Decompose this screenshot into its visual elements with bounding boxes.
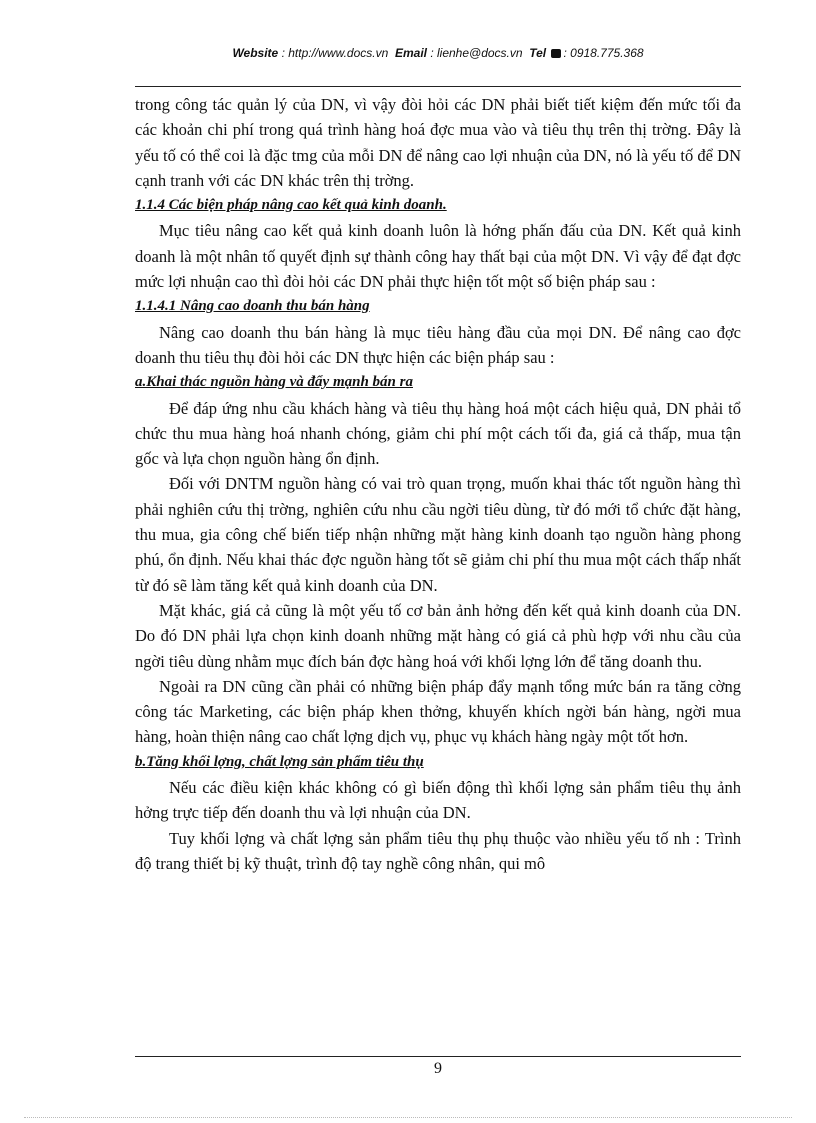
website-label: Website (232, 46, 279, 60)
heading-1-1-4: 1.1.4 Các biện pháp nâng cao kết quả kinh doanh. (135, 197, 447, 214)
heading-a: a.Khai thác nguồn hàng và đẩy mạnh bán ra (135, 374, 413, 391)
paragraph-4: Để đáp ứng nhu cầu khách hàng và tiêu thụ hàng hoá một cách hiệu quả, DN phải tổ chức thu mua hàng hoá nhanh chóng, giảm chi phí một cách tối đa, giá cả thấp, mua tận gốc và lựa chọn nguồn hàng ổn định. (135, 398, 741, 469)
paragraph-6: Mặt khác, giá cả cũng là một yếu tố cơ bản ảnh hởng đến kết quả kinh doanh của DN. Do đó DN phải lựa chọn kinh doanh những mặt hàng có giá cả phù hợp với nhu cầu của ngời tiêu dùng nhằm mục đích bán đợc hàng hoá với khối lợng lớn để tăng doanh thu. (135, 600, 741, 671)
paragraph-8: Nếu các điều kiện khác không có gì biến động thì khối lợng sản phẩm tiêu thụ ảnh hởng trực tiếp đến doanh thu và lợi nhuận của DN. (135, 778, 741, 823)
heading-1-1-4-1: 1.1.4.1 Nâng cao doanh thu bán hàng (135, 298, 370, 315)
paragraph-3: Nâng cao doanh thu bán hàng là mục tiêu hàng đầu của mọi DN. Để nâng cao đợc doanh thu tiêu thụ đòi hỏi các DN thực hiện các biện pháp sau : (135, 322, 741, 367)
website-value: : http://www.docs.vn (281, 46, 389, 60)
heading-b: b.Tăng khối lợng, chất lợng sản phẩm tiêu thụ (135, 753, 424, 770)
tel-label: Tel (529, 46, 547, 60)
document-body (135, 92, 741, 876)
paragraph-7: Ngoài ra DN cũng cần phải có những biện pháp đẩy mạnh tổng mức bán ra tăng cờng công tác Marketing, các biện pháp khen thởng, khuyến khích ngời bán hàng, ngời mua hàng, hoàn thiện nâng cao chất lợng dịch vụ, phục vụ khách hàng ngày một tốt hơn. (135, 676, 741, 747)
paragraph-2: Mục tiêu nâng cao kết quả kinh doanh luôn là hớng phấn đấu của DN. Kết quả kinh doanh là một nhân tố quyết định sự thành công hay thất bại của một DN. Vì vậy để đạt đợc mức lợi nhuận cao thì đòi hỏi các DN phải thực hiện tốt một số biện pháp sau : (135, 221, 741, 292)
email-value: : lienhe@docs.vn (430, 46, 523, 60)
header-rule (135, 86, 741, 87)
paragraph-9: Tuy khối lợng và chất lợng sản phẩm tiêu thụ phụ thuộc vào nhiều yếu tố nh : Trình độ trang thiết bị kỹ thuật, trình độ tay nghề công nhân, qui mô (135, 828, 741, 873)
phone-icon (551, 49, 561, 58)
footer-rule (135, 1056, 741, 1057)
tel-value: : 0918.775.368 (563, 46, 644, 60)
paragraph-5: Đối với DNTM nguồn hàng có vai trò quan trọng, muốn khai thác tốt nguồn hàng thì phải nghiên cứu thị trờng, nghiên cứu nhu cầu ngời tiêu dùng, từ đó mới tổ chức đặt hàng, thu mua, gia công chế biến tiếp nhận những mặt hàng kinh doanh tạo nguồn hàng phong phú, ổn định. Nếu khai thác đợc nguồn hàng tốt sẽ giảm chi phí thu mua một cách thấp nhất từ đó sẽ làm tăng kết quả kinh doanh của DN. (135, 474, 741, 595)
page-header (135, 46, 741, 60)
page-edge-dots (24, 1117, 792, 1118)
page-number: 9 (434, 1060, 442, 1077)
paragraph-1: trong công tác quản lý của DN, vì vậy đòi hỏi các DN phải biết tiết kiệm đến mức tối đa các khoản chi phí trong quá trình hàng hoá đợc mua vào và tiêu thụ trên thị trờng. Đây là yếu tố có thể coi là đặc tmg của mỗi DN để nâng cao lợi nhuận của DN, nó là yếu tố để DN cạnh tranh với các DN khác trên thị trờng. (135, 95, 741, 190)
email-label: Email (394, 46, 427, 60)
